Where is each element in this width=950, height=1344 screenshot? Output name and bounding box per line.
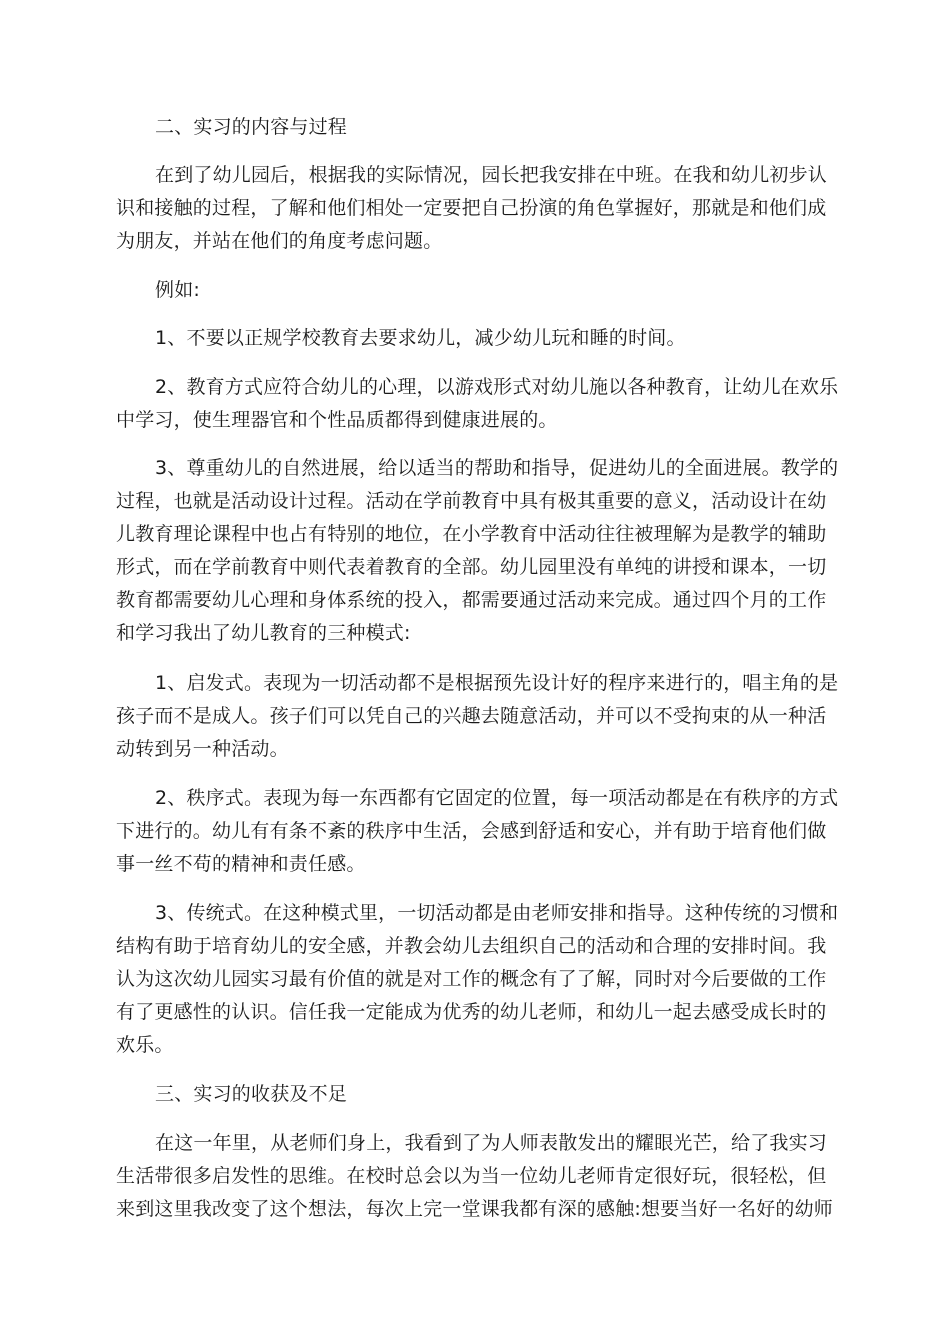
paragraph-line: 1、启发式。表现为一切活动都不是根据预先设计好的程序来进行的，唱主角的是 <box>155 672 839 694</box>
paragraph-line: 1、不要以正规学校教育去要求幼儿，减少幼儿玩和睡的时间。 <box>155 327 686 349</box>
paragraph-line: 在这一年里，从老师们身上，我看到了为人师表散发出的耀眼光芒，给了我实习 <box>155 1132 828 1154</box>
paragraph-line: 教育都需要幼儿心理和身体系统的投入，都需要通过活动来完成。通过四个月的工作 <box>116 589 827 611</box>
paragraph-line: 识和接触的过程，了解和他们相处一定要把自己扮演的角色掌握好，那就是和他们成 <box>116 197 827 219</box>
paragraph-line: 下进行的。幼儿有有条不紊的秩序中生活，会感到舒适和安心，并有助于培育他们做 <box>116 820 827 842</box>
paragraph-line: 和学习我出了幼儿教育的三种模式: <box>116 622 411 644</box>
paragraph-line: 认为这次幼儿园实习最有价值的就是对工作的概念有了了解，同时对今后要做的工作 <box>116 968 827 990</box>
paragraph-line: 动转到另一种活动。 <box>116 738 289 760</box>
paragraph-line: 3、传统式。在这种模式里，一切活动都是由老师安排和指导。这种传统的习惯和 <box>155 902 839 924</box>
paragraph-line: 孩子而不是成人。孩子们可以凭自己的兴趣去随意活动，并可以不受拘束的从一种活 <box>116 705 827 727</box>
paragraph-line: 为朋友，并站在他们的角度考虑问题。 <box>116 230 443 252</box>
paragraph-line: 形式，而在学前教育中则代表着教育的全部。幼儿园里没有单纯的讲授和课本，一切 <box>116 556 827 578</box>
paragraph-line: 过程，也就是活动设计过程。活动在学前教育中具有极其重要的意义，活动设计在幼 <box>116 490 827 512</box>
section-heading: 二、实习的内容与过程 <box>155 116 348 138</box>
paragraph-line: 在到了幼儿园后，根据我的实际情况，园长把我安排在中班。在我和幼儿初步认 <box>155 164 828 186</box>
paragraph-line: 2、秩序式。表现为每一东西都有它固定的位置，每一项活动都是在有秩序的方式 <box>155 787 839 809</box>
section-heading: 三、实习的收获及不足 <box>155 1083 348 1105</box>
paragraph-line: 欢乐。 <box>116 1034 174 1056</box>
paragraph-line: 3、尊重幼儿的自然进展，给以适当的帮助和指导，促进幼儿的全面进展。教学的 <box>155 457 839 479</box>
paragraph-line: 儿教育理论课程中也占有特别的地位，在小学教育中活动往往被理解为是教学的辅助 <box>116 523 827 545</box>
paragraph-line: 中学习，使生理器官和个性品质都得到健康进展的。 <box>116 409 558 431</box>
paragraph-line: 生活带很多启发性的思维。在校时总会以为当一位幼儿老师肯定很好玩，很轻松，但 <box>116 1165 827 1187</box>
paragraph-line: 2、教育方式应符合幼儿的心理，以游戏形式对幼儿施以各种教育，让幼儿在欢乐 <box>155 376 839 398</box>
paragraph-line: 有了更感性的认识。信任我一定能成为优秀的幼儿老师，和幼儿一起去感受成长时的 <box>116 1001 827 1023</box>
paragraph-line: 事一丝不苟的精神和责任感。 <box>116 853 366 875</box>
paragraph-line: 结构有助于培育幼儿的安全感，并教会幼儿去组织自己的活动和合理的安排时间。我 <box>116 935 827 957</box>
paragraph-line: 例如: <box>155 279 201 301</box>
paragraph-line: 来到这里我改变了这个想法，每次上完一堂课我都有深的感触:想要当好一名好的幼师 <box>116 1198 834 1220</box>
